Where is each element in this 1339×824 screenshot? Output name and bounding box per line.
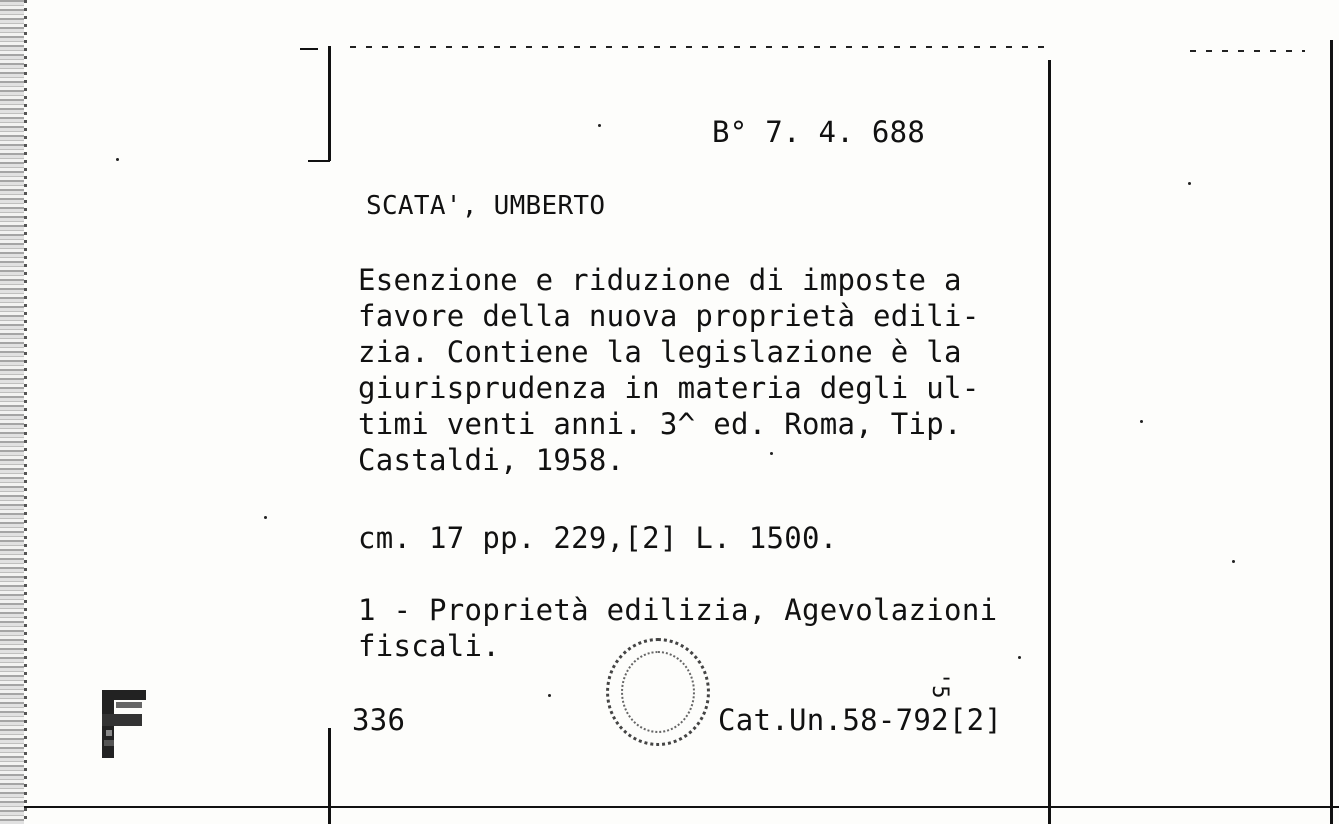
- dust-speck: [598, 124, 601, 127]
- dust-speck: [1140, 420, 1143, 423]
- left-edge-border: [24, 0, 27, 824]
- description-line: Castaldi, 1958.: [358, 443, 625, 477]
- description-line: giurisprudenza in materia degli ul-: [358, 371, 980, 405]
- f-logo-icon: [102, 690, 152, 760]
- catalog-reference: Cat.Un.58-792[2]: [718, 703, 1003, 737]
- bracket-tick-top: [300, 48, 318, 50]
- right-margin-line: [1048, 60, 1051, 824]
- dust-speck: [116, 158, 119, 161]
- dust-speck: [264, 516, 267, 519]
- shelfmark: B° 7. 4. 688: [712, 115, 926, 149]
- physical-description: cm. 17 pp. 229,[2] L. 1500.: [358, 521, 838, 555]
- dust-speck: [548, 694, 551, 697]
- library-stamp: [606, 638, 710, 746]
- side-mark: '5: [927, 672, 952, 699]
- description-line: zia. Contiene la legislazione è la: [358, 335, 962, 369]
- subject-line: fiscali.: [358, 629, 501, 663]
- description-line: timi venti anni. 3^ ed. Roma, Tip.: [358, 407, 962, 441]
- bottom-left-bracket: [328, 728, 331, 824]
- subject-line: 1 - Proprietà edilizia, Agevolazioni: [358, 593, 998, 627]
- inventory-number: 336: [352, 703, 406, 737]
- description-line: Esenzione e riduzione di imposte a: [358, 263, 962, 297]
- torn-left-edge: [0, 0, 24, 824]
- dust-speck: [1018, 656, 1021, 659]
- author-heading: SCATA', UMBERTO: [366, 191, 606, 221]
- top-left-bracket: [328, 46, 331, 161]
- top-dashed-rule: [350, 46, 1050, 48]
- description-block: [358, 262, 980, 478]
- library-stamp-inner: [621, 651, 695, 733]
- far-right-edge-line: [1330, 40, 1333, 824]
- bracket-tick-bottom: [308, 160, 330, 162]
- bottom-rule: [24, 806, 1339, 808]
- dust-speck: [1188, 182, 1191, 185]
- dust-speck: [1232, 560, 1235, 563]
- top-dashed-rule-right: [1190, 50, 1305, 52]
- description-line: favore della nuova proprietà edili-: [358, 299, 980, 333]
